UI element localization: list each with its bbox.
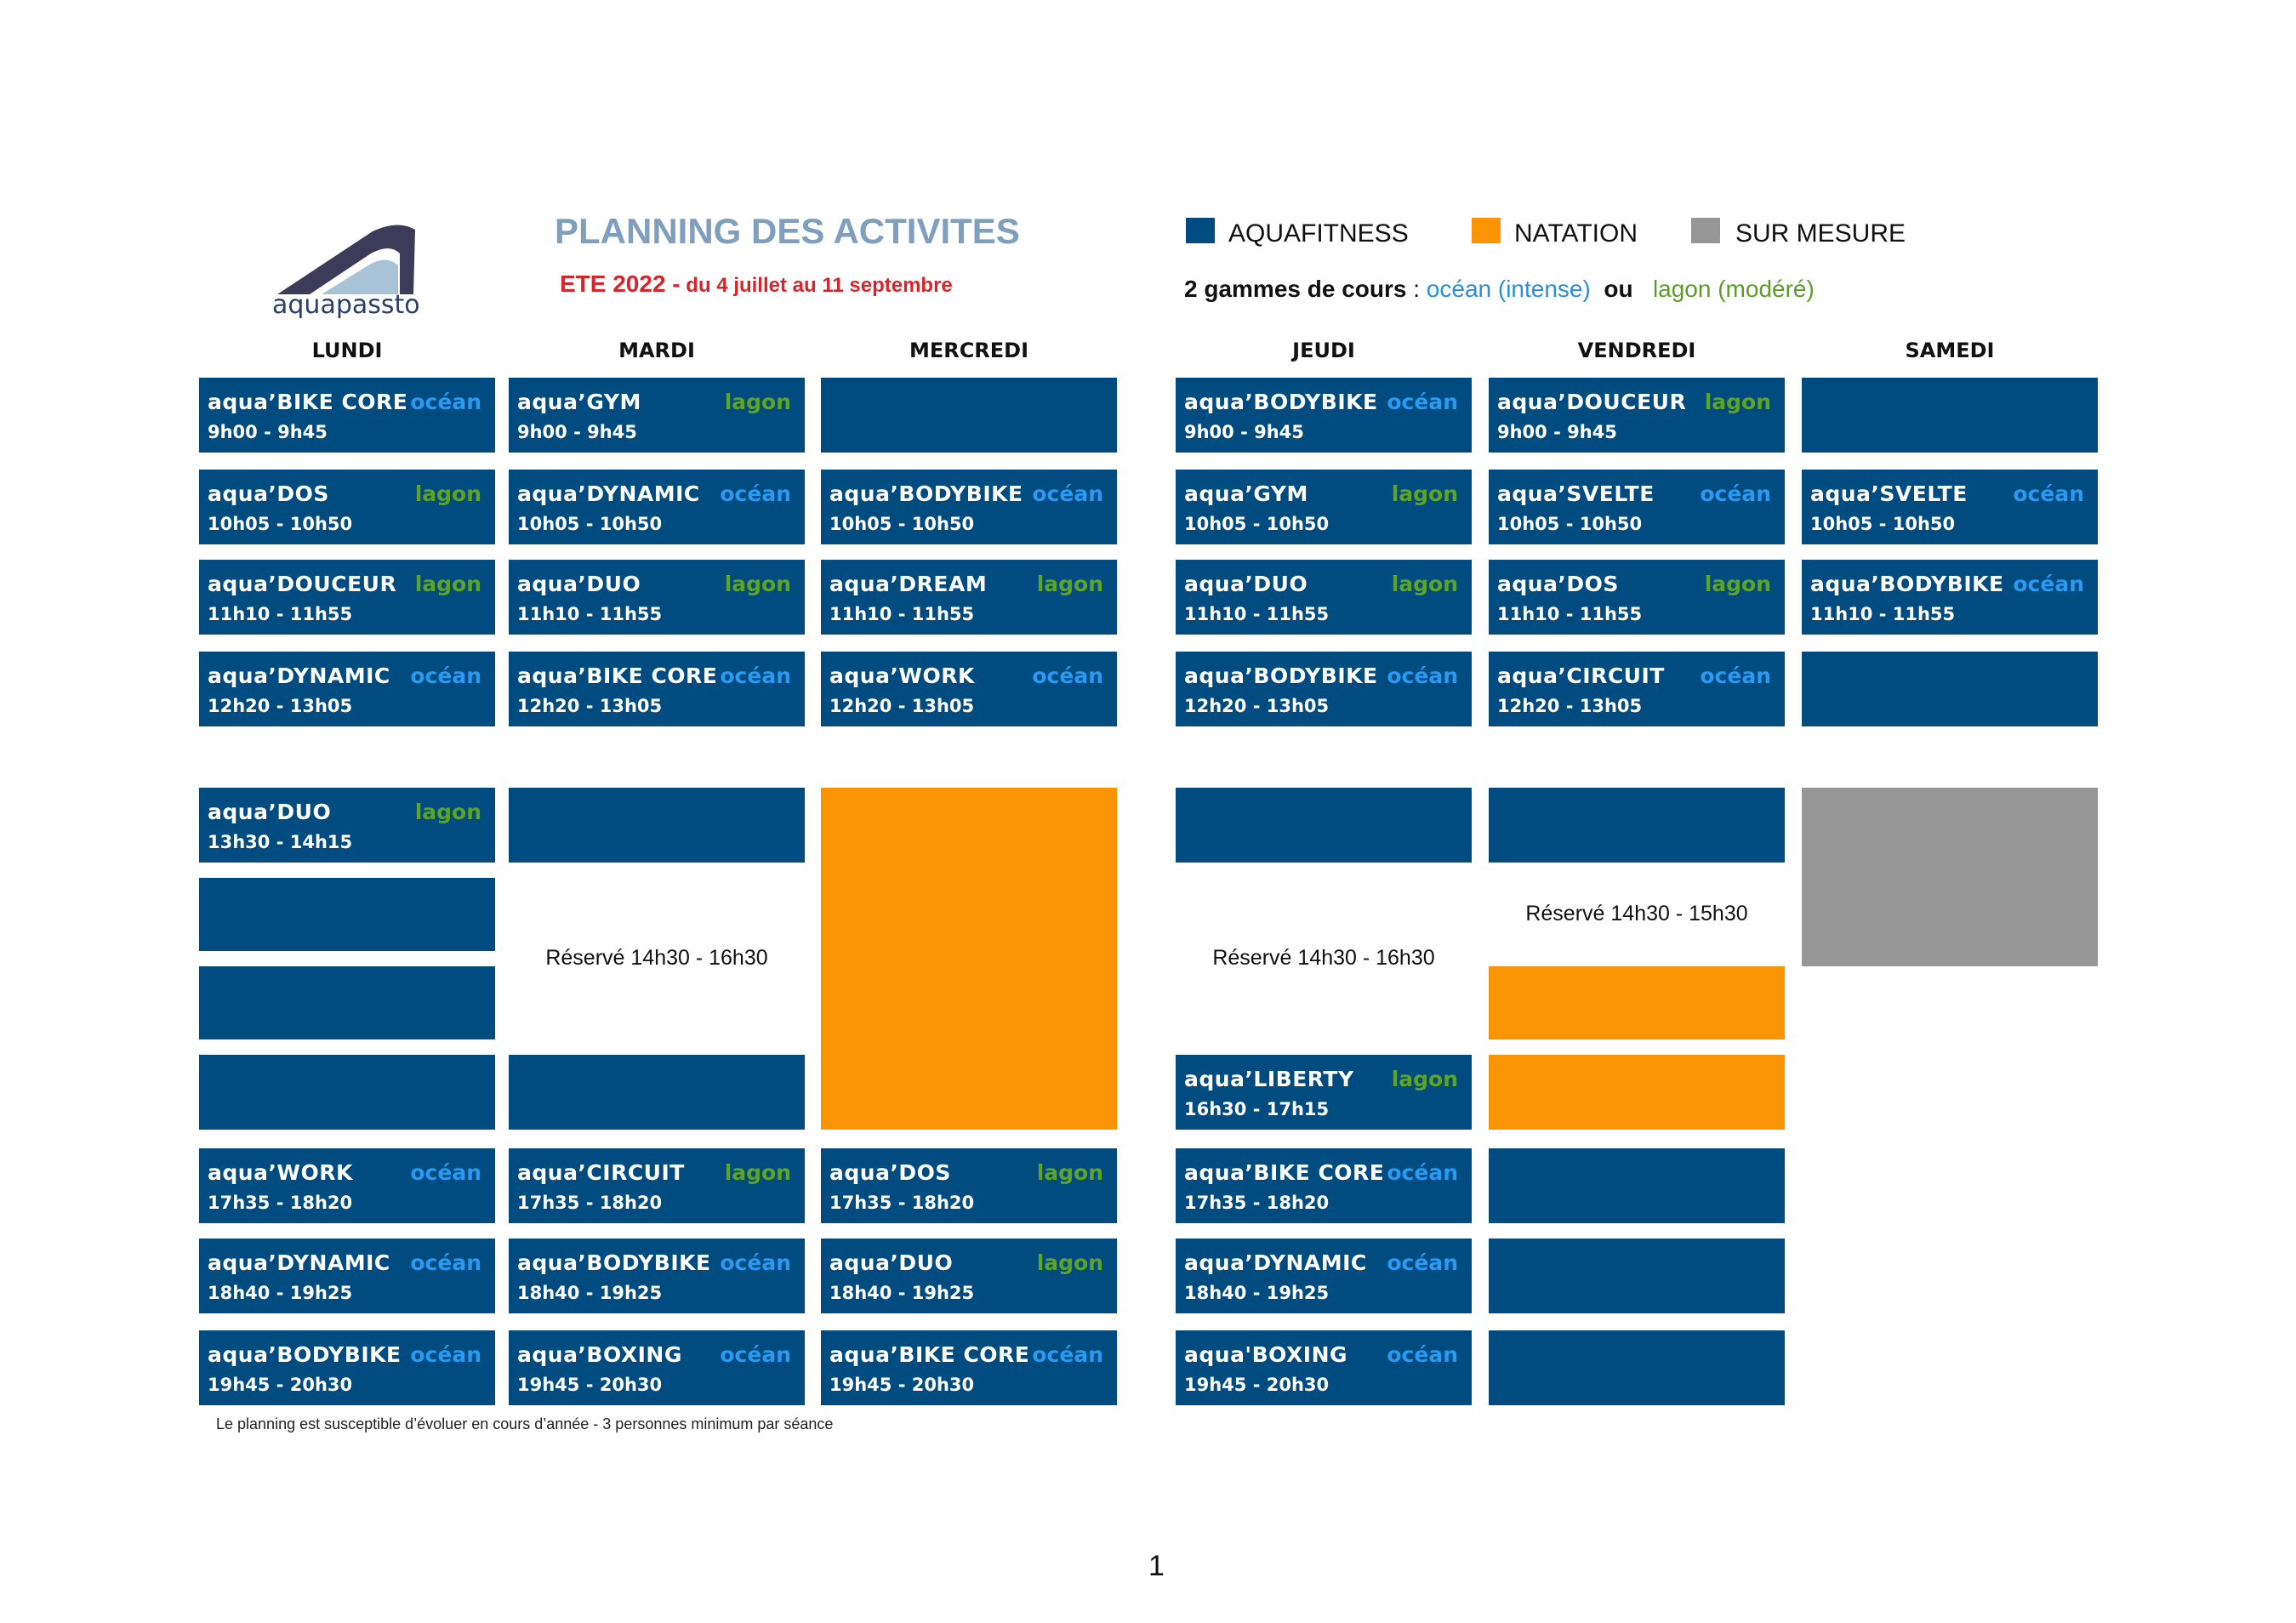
session-range: océan bbox=[720, 1342, 791, 1367]
day-header-mercredi: MERCREDI bbox=[909, 339, 1029, 362]
day-header-lundi: LUNDI bbox=[311, 339, 383, 362]
session-card[interactable] bbox=[1489, 378, 1785, 453]
session-range: lagon bbox=[414, 800, 481, 824]
session-time: 13h30 - 14h15 bbox=[208, 832, 353, 852]
session-range: lagon bbox=[1391, 572, 1458, 596]
session-time: 12h20 - 13h05 bbox=[829, 696, 975, 716]
session-range: océan bbox=[1387, 663, 1458, 688]
session-card[interactable] bbox=[199, 788, 495, 863]
empty-slot bbox=[509, 1055, 805, 1130]
legend-swatch-sur-mesure bbox=[1691, 218, 1720, 243]
session-time: 12h20 - 13h05 bbox=[517, 696, 663, 716]
session-card[interactable] bbox=[1176, 1148, 1472, 1223]
logo-swoosh-icon bbox=[271, 219, 420, 318]
session-time: 11h10 - 11h55 bbox=[517, 604, 663, 624]
session-card[interactable] bbox=[1176, 1239, 1472, 1313]
gammes-ou: ou bbox=[1604, 276, 1633, 302]
session-card[interactable] bbox=[1176, 652, 1472, 726]
session-card[interactable] bbox=[509, 1330, 805, 1405]
legend-label-natation: NATATION bbox=[1514, 219, 1638, 248]
session-range: océan bbox=[1387, 1160, 1458, 1185]
session-name: aqua’DREAM bbox=[829, 572, 988, 596]
session-card[interactable] bbox=[1489, 652, 1785, 726]
empty-slot bbox=[1489, 1239, 1785, 1313]
session-time: 18h40 - 19h25 bbox=[1184, 1283, 1330, 1303]
session-card[interactable] bbox=[199, 470, 495, 544]
session-range: océan bbox=[720, 663, 791, 688]
session-name: aqua’DYNAMIC bbox=[517, 481, 700, 506]
session-name: aqua’CIRCUIT bbox=[517, 1160, 685, 1185]
session-range: océan bbox=[1387, 1342, 1458, 1367]
day-header-mardi: MARDI bbox=[618, 339, 695, 362]
session-time: 19h45 - 20h30 bbox=[1184, 1375, 1330, 1395]
session-time: 11h10 - 11h55 bbox=[1497, 604, 1643, 624]
page-number: 1 bbox=[1148, 1550, 1165, 1582]
season-label: ETE 2022 - bbox=[560, 270, 681, 297]
session-name: aqua’DOUCEUR bbox=[1497, 390, 1687, 414]
session-card[interactable] bbox=[509, 1148, 805, 1223]
session-range: lagon bbox=[724, 390, 791, 414]
session-time: 17h35 - 18h20 bbox=[829, 1193, 975, 1213]
day-header-samedi: SAMEDI bbox=[1905, 339, 1995, 362]
session-name: aqua’DOS bbox=[208, 481, 329, 506]
session-time: 11h10 - 11h55 bbox=[208, 604, 353, 624]
session-range: océan bbox=[410, 663, 481, 688]
session-time: 12h20 - 13h05 bbox=[1497, 696, 1643, 716]
session-name: aqua'BOXING bbox=[1184, 1342, 1348, 1367]
session-time: 18h40 - 19h25 bbox=[829, 1283, 975, 1303]
page-title: PLANNING DES ACTIVITES bbox=[555, 211, 1020, 251]
session-name: aqua’DUO bbox=[208, 800, 332, 824]
session-time: 17h35 - 18h20 bbox=[517, 1193, 663, 1213]
session-name: aqua’LIBERTY bbox=[1184, 1067, 1354, 1091]
session-range: océan bbox=[410, 1160, 481, 1185]
natation-block bbox=[1489, 966, 1785, 1039]
session-name: aqua’GYM bbox=[1184, 481, 1308, 506]
legend-swatch-aquafitness bbox=[1186, 218, 1215, 243]
session-card[interactable] bbox=[821, 470, 1117, 544]
session-name: aqua’DOS bbox=[1497, 572, 1619, 596]
session-card[interactable] bbox=[199, 378, 495, 453]
session-range: lagon bbox=[1036, 1160, 1103, 1185]
session-name: aqua’GYM bbox=[517, 390, 641, 414]
session-name: aqua’BIKE CORE bbox=[517, 663, 718, 688]
session-time: 19h45 - 20h30 bbox=[208, 1375, 353, 1395]
session-name: aqua’BIKE CORE bbox=[208, 390, 408, 414]
session-time: 12h20 - 13h05 bbox=[1184, 696, 1330, 716]
session-card[interactable] bbox=[821, 1330, 1117, 1405]
session-time: 10h05 - 10h50 bbox=[208, 514, 353, 534]
session-range: lagon bbox=[414, 572, 481, 596]
session-name: aqua’BODYBIKE bbox=[208, 1342, 402, 1367]
session-range: lagon bbox=[1036, 572, 1103, 596]
empty-slot bbox=[1489, 1148, 1785, 1223]
session-name: aqua’DYNAMIC bbox=[208, 1250, 390, 1275]
session-time: 9h00 - 9h45 bbox=[1184, 422, 1304, 442]
empty-slot bbox=[1489, 1330, 1785, 1405]
empty-slot bbox=[1489, 788, 1785, 863]
session-card[interactable] bbox=[509, 378, 805, 453]
session-time: 16h30 - 17h15 bbox=[1184, 1099, 1330, 1119]
session-card[interactable] bbox=[821, 1148, 1117, 1223]
day-header-jeudi: JEUDI bbox=[1292, 339, 1355, 362]
session-time: 10h05 - 10h50 bbox=[1184, 514, 1330, 534]
session-card[interactable] bbox=[199, 652, 495, 726]
session-time: 19h45 - 20h30 bbox=[517, 1375, 663, 1395]
session-range: océan bbox=[1032, 663, 1103, 688]
session-time: 11h10 - 11h55 bbox=[1810, 604, 1956, 624]
logo-text: aquapasston bbox=[272, 290, 420, 318]
empty-slot bbox=[199, 966, 495, 1039]
session-name: aqua’BOXING bbox=[517, 1342, 682, 1367]
empty-slot bbox=[1802, 378, 2098, 453]
session-name: aqua’BODYBIKE bbox=[1184, 390, 1378, 414]
session-range: océan bbox=[720, 481, 791, 506]
legend-label-sur-mesure: SUR MESURE bbox=[1735, 219, 1906, 248]
gammes-legend bbox=[1184, 276, 1815, 303]
session-range: océan bbox=[1700, 663, 1771, 688]
session-card[interactable] bbox=[821, 560, 1117, 635]
session-name: aqua’DOUCEUR bbox=[208, 572, 397, 596]
session-name: aqua’BODYBIKE bbox=[829, 481, 1023, 506]
session-range: océan bbox=[1032, 1342, 1103, 1367]
gammes-label: 2 gammes de cours bbox=[1184, 276, 1407, 302]
footnote: Le planning est susceptible d’évoluer en cours d’année - 3 personnes minimum par séance bbox=[216, 1415, 834, 1432]
session-name: aqua’DOS bbox=[829, 1160, 951, 1185]
session-name: aqua’DYNAMIC bbox=[1184, 1250, 1367, 1275]
session-time: 10h05 - 10h50 bbox=[1810, 514, 1956, 534]
session-range: océan bbox=[410, 1342, 481, 1367]
session-time: 11h10 - 11h55 bbox=[829, 604, 975, 624]
session-card[interactable] bbox=[1489, 470, 1785, 544]
session-range: lagon bbox=[1391, 481, 1458, 506]
session-card[interactable] bbox=[1176, 470, 1472, 544]
session-time: 10h05 - 10h50 bbox=[829, 514, 975, 534]
session-card[interactable] bbox=[1802, 470, 2098, 544]
gamme-lagon: lagon (modéré) bbox=[1652, 276, 1815, 302]
empty-slot bbox=[199, 1055, 495, 1130]
session-name: aqua’DYNAMIC bbox=[208, 663, 390, 688]
session-card[interactable] bbox=[199, 560, 495, 635]
reserved-note-jeudi: Réservé 14h30 - 16h30 bbox=[1212, 946, 1435, 970]
session-range: lagon bbox=[414, 481, 481, 506]
session-range: lagon bbox=[1036, 1250, 1103, 1275]
session-range: océan bbox=[720, 1250, 791, 1275]
natation-block bbox=[1489, 1055, 1785, 1130]
session-time: 9h00 - 9h45 bbox=[208, 422, 328, 442]
gamme-ocean: océan (intense) bbox=[1426, 276, 1591, 302]
session-range: lagon bbox=[1704, 572, 1771, 596]
session-card[interactable] bbox=[199, 1239, 495, 1313]
session-time: 18h40 - 19h25 bbox=[517, 1283, 663, 1303]
session-name: aqua’BIKE CORE bbox=[829, 1342, 1030, 1367]
sur-mesure-block bbox=[1802, 788, 2098, 966]
session-time: 18h40 - 19h25 bbox=[208, 1283, 353, 1303]
session-time: 19h45 - 20h30 bbox=[829, 1375, 975, 1395]
session-range: océan bbox=[410, 1250, 481, 1275]
date-range: du 4 juillet au 11 septembre bbox=[680, 274, 953, 297]
empty-slot bbox=[1176, 788, 1472, 863]
day-header-vendredi: VENDREDI bbox=[1577, 339, 1696, 362]
legend-label-aquafitness: AQUAFITNESS bbox=[1228, 219, 1409, 248]
session-name: aqua’SVELTE bbox=[1497, 481, 1655, 506]
session-name: aqua’DUO bbox=[517, 572, 641, 596]
session-card[interactable] bbox=[1176, 378, 1472, 453]
natation-block bbox=[821, 788, 1117, 1130]
session-name: aqua’DUO bbox=[1184, 572, 1308, 596]
empty-slot bbox=[509, 788, 805, 863]
session-card[interactable] bbox=[509, 560, 805, 635]
session-time: 10h05 - 10h50 bbox=[1497, 514, 1643, 534]
empty-slot bbox=[199, 878, 495, 951]
reserved-note-vendredi: Réservé 14h30 - 15h30 bbox=[1525, 902, 1748, 925]
session-range: lagon bbox=[724, 572, 791, 596]
session-range: océan bbox=[1387, 390, 1458, 414]
session-range: lagon bbox=[1704, 390, 1771, 414]
session-name: aqua’BODYBIKE bbox=[1184, 663, 1378, 688]
session-time: 9h00 - 9h45 bbox=[517, 422, 637, 442]
session-name: aqua’BODYBIKE bbox=[517, 1250, 711, 1275]
session-name: aqua’WORK bbox=[829, 663, 975, 688]
session-card[interactable] bbox=[199, 1148, 495, 1223]
session-name: aqua’CIRCUIT bbox=[1497, 663, 1665, 688]
session-name: aqua’SVELTE bbox=[1810, 481, 1968, 506]
reserved-note-mardi: Réservé 14h30 - 16h30 bbox=[545, 946, 768, 970]
session-range: lagon bbox=[1391, 1067, 1458, 1091]
session-range: océan bbox=[2013, 481, 2084, 506]
empty-slot bbox=[1802, 652, 2098, 726]
session-card[interactable] bbox=[1176, 560, 1472, 635]
session-card[interactable] bbox=[509, 1239, 805, 1313]
session-range: océan bbox=[1700, 481, 1771, 506]
session-range: lagon bbox=[724, 1160, 791, 1185]
session-card[interactable] bbox=[199, 1330, 495, 1405]
session-card[interactable] bbox=[821, 1239, 1117, 1313]
session-name: aqua’BODYBIKE bbox=[1810, 572, 2004, 596]
session-range: océan bbox=[1032, 481, 1103, 506]
session-time: 9h00 - 9h45 bbox=[1497, 422, 1617, 442]
session-card[interactable] bbox=[509, 470, 805, 544]
season-dates bbox=[560, 270, 953, 298]
gammes-colon: : bbox=[1406, 276, 1427, 302]
session-time: 10h05 - 10h50 bbox=[517, 514, 663, 534]
aquapasston-logo bbox=[271, 219, 420, 318]
session-card[interactable] bbox=[1176, 1330, 1472, 1405]
session-time: 17h35 - 18h20 bbox=[1184, 1193, 1330, 1213]
legend-swatch-natation bbox=[1472, 218, 1501, 243]
session-name: aqua’BIKE CORE bbox=[1184, 1160, 1385, 1185]
session-card[interactable] bbox=[821, 652, 1117, 726]
session-name: aqua’WORK bbox=[208, 1160, 353, 1185]
session-range: océan bbox=[2013, 572, 2084, 596]
session-name: aqua’DUO bbox=[829, 1250, 954, 1275]
empty-slot bbox=[821, 378, 1117, 453]
session-range: océan bbox=[410, 390, 481, 414]
session-card[interactable] bbox=[509, 652, 805, 726]
session-time: 17h35 - 18h20 bbox=[208, 1193, 353, 1213]
session-time: 12h20 - 13h05 bbox=[208, 696, 353, 716]
session-card[interactable] bbox=[1489, 560, 1785, 635]
session-range: océan bbox=[1387, 1250, 1458, 1275]
session-card[interactable] bbox=[1802, 560, 2098, 635]
session-card[interactable] bbox=[1176, 1055, 1472, 1130]
session-time: 11h10 - 11h55 bbox=[1184, 604, 1330, 624]
